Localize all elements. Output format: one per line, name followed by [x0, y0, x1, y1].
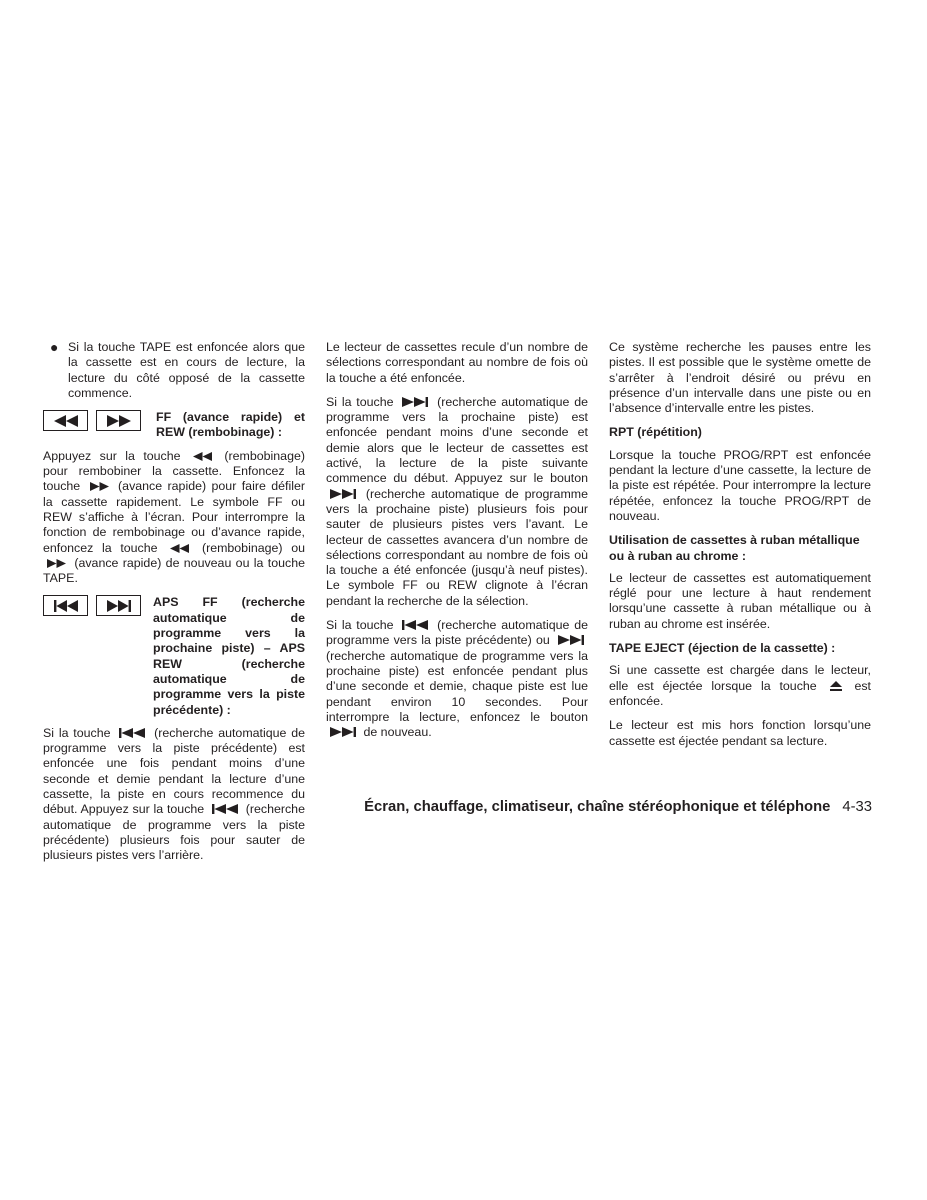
fast-forward-icon — [107, 415, 131, 427]
page-number: 4-33 — [842, 799, 872, 815]
ff-rew-paragraph: Appuyez sur la touche (rembobinage) pour rembobiner la cassette. Enfoncez la touche (avance rapide) pour faire défiler la cassette rapidement. Le symbole FF ou REW s’affiche à l’écran. Pour interrompre la fonction de rembobinage ou d’avance rapide, enfoncez la touche (rembobinage) ou (avance rapide) de nouveau ou la touche TAPE. — [43, 448, 305, 586]
rew-button-illustration — [43, 410, 88, 431]
skip-forward-icon — [402, 397, 428, 407]
aps-rew-button-illustration — [43, 595, 88, 616]
aps-ff-button-illustration — [96, 595, 141, 616]
metal-tape-paragraph: Le lecteur de cassettes est automatiquement réglé pour une lecture à haut rendement lorsqu’une cassette à ruban métallique ou à ruban au chrome est insérée. — [609, 570, 871, 631]
bullet-dot: ● — [50, 339, 59, 355]
skip-forward-icon — [107, 600, 131, 612]
rewind-icon — [54, 415, 78, 427]
column-left — [43, 340, 305, 873]
aps-ff-paragraph: Si la touche (recherche automatique de programme vers la prochaine piste) est enfoncée pendant moins d’une seconde et demie alors que le lecteur de cassettes est activé, la lecture de la piste suivante commence du début. Appuyez sur le bouton (recherche automatique de programme vers la prochaine piste) plusieurs fois pour sauter de plusieurs pistes vers l’avant. Le lecteur de cassettes avancera d’un nombre de sélections correspondant au nombre de fois où la touche a été enfoncée (jusqu’à neuf pistes). Le symbole FF ou REW clignote à l’écran pendant la recherche de la sélection. — [326, 394, 588, 608]
section-title: Écran, chauffage, climatiseur, chaîne stéréophonique et téléphone — [364, 799, 831, 815]
ff-button-illustration — [96, 410, 141, 431]
paragraph: Le lecteur est mis hors fonction lorsqu’une cassette est éjectée pendant sa lecture. — [609, 718, 871, 748]
ff-rew-heading: FF (avance rapide) et REW (rembobinage) : — [156, 410, 305, 440]
scan-paragraph: Si la touche (recherche automatique de programme vers la piste précédente) ou (recherche automatique de programme vers la prochaine piste) est enfoncée pendant plus d’une seconde et demie, chaque piste est lue pendant environ 10 secondes. Pour interrompre la lecture, enfoncez le bouton de nouveau. — [326, 618, 588, 740]
aps-paragraph: Si la touche (recherche automatique de programme vers la piste précédente) est enfoncée une fois pendant moins d’une seconde et demie pendant la lecture d’une cassette, la piste en cours recommence du début. Appuyez sur la touche (recherche automatique de programme vers la piste précédente) plusieurs fois pour sauter de plusieurs pistes vers l’arrière. — [43, 725, 305, 863]
paragraph: Ce système recherche les pauses entre les pistes. Il est possible que le système omette de s’arrêter à l’endroit désiré ou prévu en présence d’un intervalle dans une piste ou en l’absence d’intervalle entre les pistes. — [609, 340, 871, 416]
ff-rew-button-row — [43, 410, 305, 441]
rpt-paragraph: Lorsque la touche PROG/RPT est enfoncée pendant la lecture d’une cassette, la lecture de la piste est répétée. Pour interrompre la lecture répétée, enfoncez la touche PROG/RPT de nouveau. — [609, 447, 871, 523]
aps-heading: APS FF (recherche automatique de programme vers la prochaine piste) – APS REW (recherche automatique de programme vers la piste précédente) : — [153, 595, 305, 717]
bullet-item — [43, 340, 305, 401]
skip-forward-icon — [330, 489, 356, 499]
eject-icon — [830, 681, 842, 691]
rewind-icon — [170, 544, 189, 553]
tape-eject-paragraph: Si une cassette est chargée dans le lecteur, elle est éjectée lorsque la touche est enfoncée. — [609, 663, 871, 708]
fast-forward-icon — [47, 559, 66, 568]
metal-tape-heading: Utilisation de cassettes à ruban métallique ou à ruban au chrome : — [609, 533, 860, 563]
fast-forward-icon — [90, 482, 109, 491]
paragraph: Le lecteur de cassettes recule d’un nombre de sélections correspondant au nombre de fois où la touche a été enfoncée. — [326, 340, 588, 385]
skip-forward-icon — [330, 727, 356, 737]
page-footer — [364, 799, 872, 815]
column-right — [609, 340, 871, 758]
skip-back-icon — [212, 804, 238, 814]
skip-back-icon — [402, 620, 428, 630]
skip-forward-icon — [558, 635, 584, 645]
tape-eject-heading: TAPE EJECT (éjection de la cassette) : — [609, 641, 836, 656]
rewind-icon — [193, 452, 212, 461]
skip-back-icon — [119, 728, 145, 738]
column-middle — [326, 340, 588, 749]
bullet-text: Si la touche TAPE est enfoncée alors que la cassette est en cours de lecture, la lecture du côté opposé de la cassette commence. — [68, 340, 305, 400]
skip-back-icon — [54, 600, 78, 612]
aps-button-row — [43, 595, 305, 717]
rpt-heading: RPT (répétition) — [609, 425, 702, 440]
